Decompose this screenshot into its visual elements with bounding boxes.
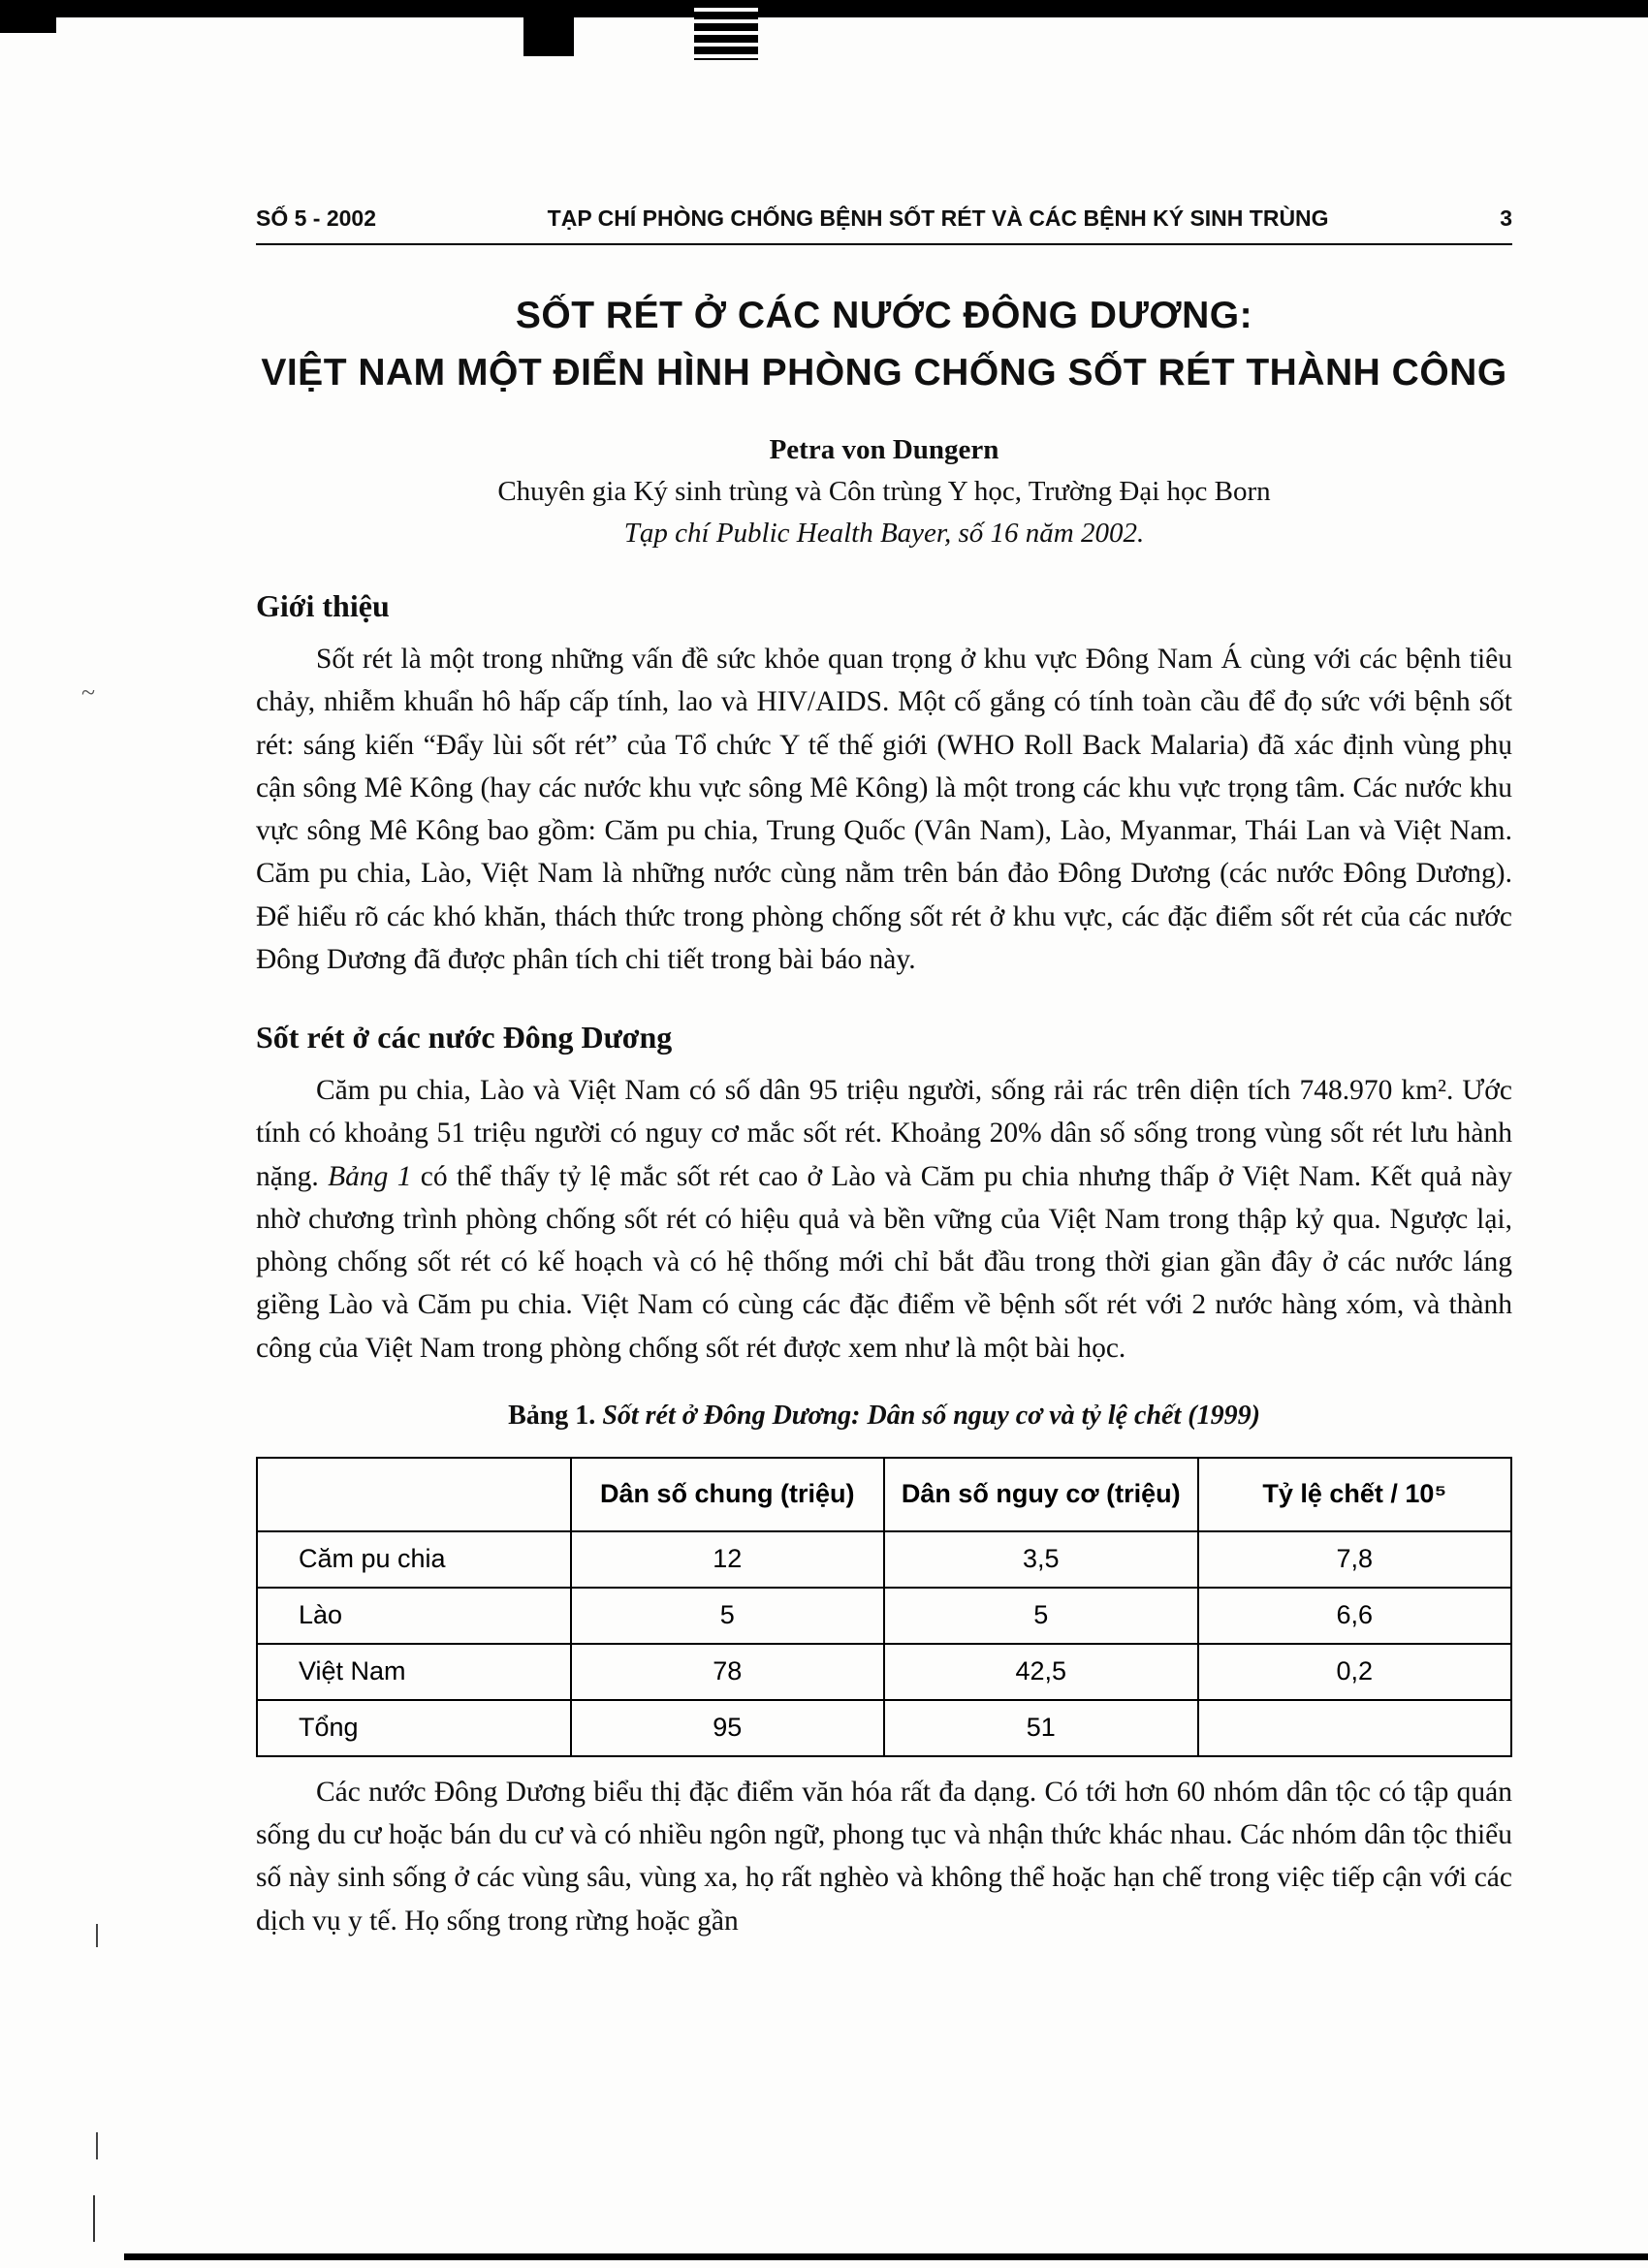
table-row bbox=[257, 1700, 1511, 1756]
scan-artifact-margin-tick bbox=[93, 2195, 95, 2242]
table-cell: 12 bbox=[571, 1531, 885, 1588]
table-cell: 7,8 bbox=[1198, 1531, 1512, 1588]
article-title-line1: SỐT RÉT Ở CÁC NƯỚC ĐÔNG DƯƠNG: bbox=[515, 295, 1253, 336]
issue-label: SỐ 5 - 2002 bbox=[256, 205, 377, 231]
table-cell: 51 bbox=[884, 1700, 1198, 1756]
table-row bbox=[257, 1531, 1511, 1588]
table-cell: Tổng bbox=[257, 1700, 571, 1756]
table-cell: 5 bbox=[884, 1588, 1198, 1644]
author-source: Tạp chí Public Health Bayer, số 16 năm 2002. bbox=[623, 518, 1145, 549]
table-cell: 42,5 bbox=[884, 1644, 1198, 1700]
table-row bbox=[257, 1588, 1511, 1644]
table-cell: 6,6 bbox=[1198, 1588, 1512, 1644]
scan-artifact-bottom-bar bbox=[124, 2253, 1648, 2260]
malaria-table bbox=[256, 1457, 1512, 1757]
table-header-row bbox=[257, 1458, 1511, 1531]
journal-title: TẠP CHÍ PHÒNG CHỐNG BỆNH SỐT RÉT VÀ CÁC BỆNH KÝ SINH TRÙNG bbox=[547, 205, 1329, 231]
table-cell: 95 bbox=[571, 1700, 885, 1756]
indochina-paragraph-end: có thể thấy tỷ lệ mắc sốt rét cao ở Lào và Căm pu chia nhưng thấp ở Việt Nam. Kết quả này nhờ chương trình phòng chống sốt rét có hiệu quả và bền vững của Việt Nam trong thập kỷ qua. Ngược lại, phòng chống sốt rét có kế hoạch và có hệ thống mới chỉ bắt đầu trong thời gian gần đây ở các nước láng giềng Lào và Căm pu chia. Việt Nam có cùng các đặc điểm về bệnh sốt rét với 2 nước hàng xóm, và thành công của Việt Nam trong phòng chống sốt rét được xem như là một bài học. bbox=[256, 1160, 1512, 1364]
table-cell: 3,5 bbox=[884, 1531, 1198, 1588]
table-row bbox=[257, 1644, 1511, 1700]
indochina-paragraph-start: Căm pu chia, Lào và Việt Nam có số dân 95 triệu người, sống rải rác trên diện tích 748.970 km². Ước tính có khoảng 51 triệu người có nguy cơ mắc sốt rét. Khoảng 20% dân số sống trong vùng sốt rét lưu hành nặng. bbox=[256, 1075, 1512, 1192]
scan-artifact-margin-tick bbox=[96, 2132, 98, 2159]
page-number: 3 bbox=[1500, 205, 1512, 231]
author-affiliation: Chuyên gia Ký sinh trùng và Côn trùng Y học, Trường Đại học Born bbox=[497, 476, 1271, 507]
table-cell: 78 bbox=[571, 1644, 885, 1700]
table-caption bbox=[256, 1401, 1512, 1432]
table-header-at-risk: Dân số nguy cơ (triệu) bbox=[884, 1458, 1198, 1531]
table-caption-label: Bảng 1. bbox=[508, 1400, 596, 1431]
author-block bbox=[256, 434, 1512, 550]
table-cell bbox=[1198, 1700, 1512, 1756]
table-cell: Lào bbox=[257, 1588, 571, 1644]
table-header-death-rate: Tỷ lệ chết / 10⁵ bbox=[1198, 1458, 1512, 1531]
table-reference: Bảng 1 bbox=[328, 1160, 412, 1192]
table-caption-text: Sốt rét ở Đông Dương: Dân số nguy cơ và tỷ lệ chết (1999) bbox=[602, 1400, 1260, 1431]
author-name: Petra von Dungern bbox=[769, 434, 999, 465]
article-title-line2: VIỆT NAM MỘT ĐIỂN HÌNH PHÒNG CHỐNG SỐT RÉT THÀNH CÔNG bbox=[261, 351, 1507, 394]
running-head bbox=[256, 205, 1512, 245]
table-cell: Việt Nam bbox=[257, 1644, 571, 1700]
table-header-population: Dân số chung (triệu) bbox=[571, 1458, 885, 1531]
section-heading-indochina: Sốt rét ở các nước Đông Dương bbox=[256, 1020, 673, 1055]
indochina-paragraph bbox=[256, 1069, 1512, 1370]
intro-paragraph: Sốt rét là một trong những vấn đề sức khỏe quan trọng ở khu vực Đông Nam Á cùng với các bệnh tiêu chảy, nhiễm khuẩn hô hấp cấp tính, lao và HIV/AIDS. Một cố gắng có tính toàn cầu để đọ sức với bệnh sốt rét: sáng kiến “Đẩy lùi sốt rét” của Tổ chức Y tế thế giới (WHO Roll Back Malaria) đã xác định vùng phụ cận sông Mê Kông (hay các nước khu vực sông Mê Kông) là một trong các khu vực trọng tâm. Các nước khu vực sông Mê Kông bao gồm: Căm pu chia, Trung Quốc (Vân Nam), Lào, Myanmar, Thái Lan và Việt Nam. Căm pu chia, Lào, Việt Nam là những nước cùng nằm trên bán đảo Đông Dương (các nước Đông Dương). Để hiểu rõ các khó khăn, thách thức trong phòng chống sốt rét ở khu vực, các đặc điểm sốt rét của các nước Đông Dương đã được phân tích chi tiết trong bài báo này. bbox=[256, 644, 1512, 975]
table-cell: Căm pu chia bbox=[257, 1531, 571, 1588]
section-heading-intro: Giới thiệu bbox=[256, 588, 390, 623]
closing-paragraph: Các nước Đông Dương biểu thị đặc điểm văn hóa rất đa dạng. Có tới hơn 60 nhóm dân tộc có tập quán sống du cư hoặc bán du cư và có nhiều ngôn ngữ, phong tục và nhận thức khác nhau. Các nhóm dân tộc thiểu số này sinh sống ở các vùng sâu, vùng xa, họ rất nghèo và không thể hoặc hạn chế trong việc tiếp cận với các dịch vụ y tế. Họ sống trong rừng hoặc gần bbox=[256, 1776, 1512, 1937]
table-cell: 5 bbox=[571, 1588, 885, 1644]
table-cell: 0,2 bbox=[1198, 1644, 1512, 1700]
table-header-blank bbox=[257, 1458, 571, 1531]
article-title bbox=[256, 288, 1512, 401]
scan-artifact-margin-mark: ~ bbox=[81, 678, 96, 707]
